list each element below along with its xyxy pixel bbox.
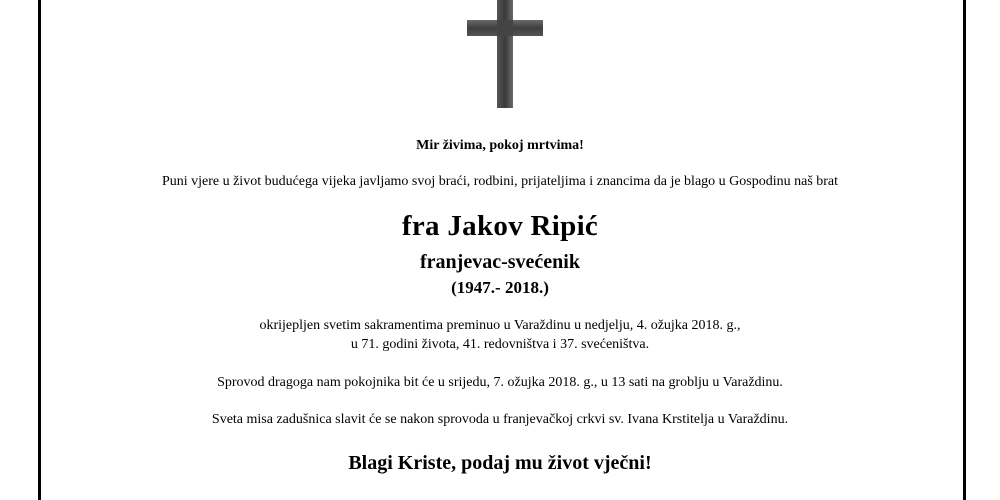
greeting-text: Mir živima, pokoj mrtvima!: [416, 138, 584, 153]
life-years: (1947.- 2018.): [451, 278, 549, 297]
memorial-mass-details: Sveta misa zadušnica slavit će se nakon sprovoda u franjevačkoj crkvi sv. Ivana Krstitelja u Varaždinu.: [211, 412, 789, 427]
deceased-role: franjevac-svećenik: [420, 251, 580, 273]
deceased-name: fra Jakov Ripić: [401, 210, 599, 242]
cross-icon: [467, 0, 543, 108]
death-details-line-2: u 71. godini života, 41. redovništva i 37. svećeništva.: [350, 337, 650, 352]
funeral-details: Sprovod dragoga nam pokojnika bit će u srijedu, 7. ožujka 2018. g., u 13 sati na groblju u Varaždinu.: [217, 375, 783, 390]
death-details-line-1: okrijepljen svetim sakramentima preminuo u Varaždinu u nedjelju, 4. ožujka 2018. g.,: [259, 318, 741, 333]
closing-blessing: Blagi Kriste, podaj mu život vječni!: [348, 452, 652, 474]
announcement-text: Puni vjere u život budućega vijeka javljamo svoj braći, rodbini, prijateljima i znancima da je blago u Gospodinu naš brat: [161, 174, 839, 189]
